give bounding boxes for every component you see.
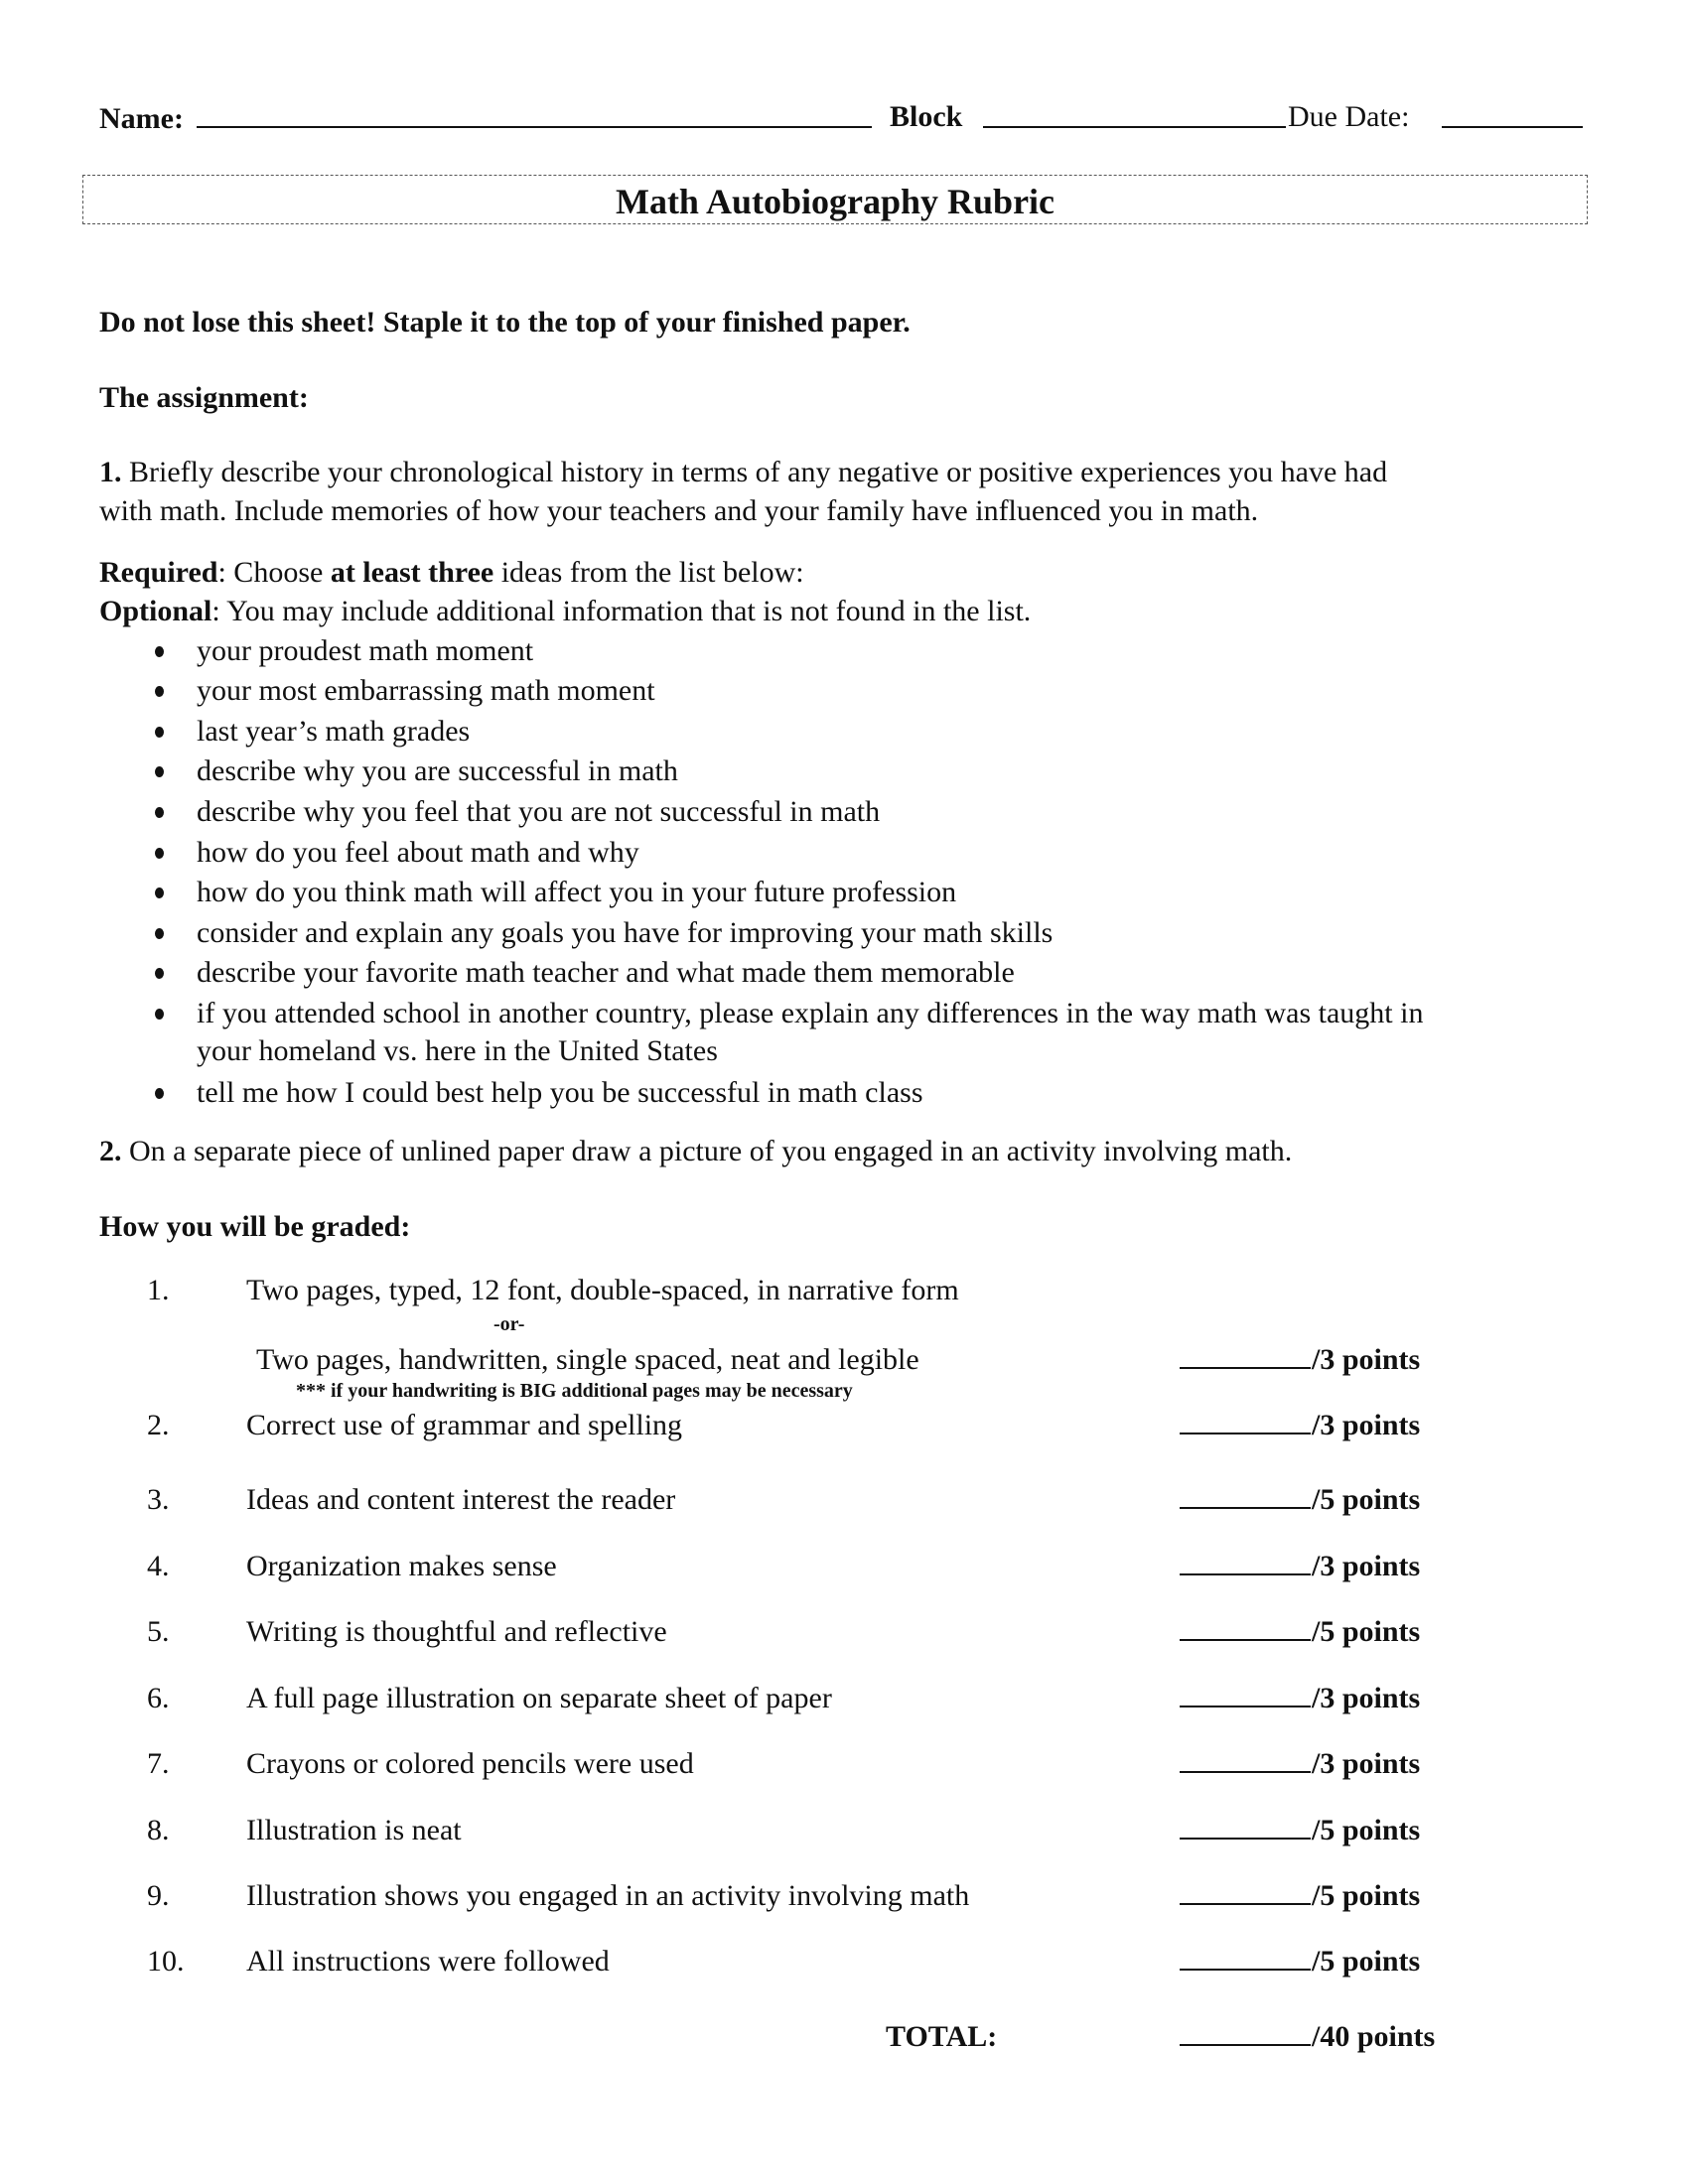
due-date-label: Due Date: — [1288, 100, 1410, 133]
header-line — [99, 102, 872, 134]
rubric-number: 5. — [147, 1615, 170, 1648]
notice-text: Do not lose this sheet! Staple it to the top of your finished paper. — [99, 306, 911, 339]
rubric-text: All instructions were followed — [246, 1945, 610, 1978]
rubric-points: /5 points — [1180, 1617, 1420, 1647]
bullet-icon — [155, 887, 164, 898]
bullet-icon — [155, 766, 164, 777]
list-item: consider and explain any goals you have for improving your math skills — [197, 916, 1054, 949]
rubric-number: 10. — [147, 1945, 185, 1978]
list-item: how do you think math will affect you in your future profession — [197, 876, 957, 908]
part2-number: 2. — [99, 1135, 122, 1167]
required-label: Required — [99, 556, 218, 589]
rubric-text: Organization makes sense — [246, 1550, 557, 1582]
block-label: Block — [890, 100, 963, 133]
rubric-points: /5 points — [1180, 1485, 1420, 1515]
bullet-icon — [155, 968, 164, 979]
rubric-points: /3 points — [1180, 1411, 1420, 1440]
rubric-text: Illustration shows you engaged in an activity involving math — [246, 1879, 970, 1912]
rubric-number: 8. — [147, 1814, 170, 1846]
optional-text: : You may include additional information that is not found in the list. — [211, 595, 1032, 627]
score-field[interactable] — [1180, 1552, 1311, 1575]
list-item: tell me how I could best help you be successful in math class — [197, 1076, 923, 1109]
score-field[interactable] — [1180, 1411, 1311, 1434]
rubric-points: /5 points — [1180, 1816, 1420, 1845]
total-label: TOTAL: — [886, 2020, 998, 2053]
rubric-number: 6. — [147, 1682, 170, 1714]
bullet-icon — [155, 848, 164, 859]
list-item: describe why you feel that you are not successful in math — [197, 795, 881, 828]
score-field[interactable] — [1180, 1816, 1311, 1840]
score-field[interactable] — [1180, 1947, 1311, 1971]
rubric-points: /3 points — [1180, 1552, 1420, 1581]
rubric-text: Illustration is neat — [246, 1814, 462, 1846]
rubric-number: 9. — [147, 1879, 170, 1912]
list-item: describe why you are successful in math — [197, 754, 678, 787]
required-line — [99, 558, 804, 588]
due-date-field[interactable] — [1442, 102, 1583, 128]
bullet-icon — [155, 807, 164, 818]
assignment-heading: The assignment: — [99, 381, 309, 414]
list-item: your proudest math moment — [197, 634, 534, 667]
rubric-number: 1. — [147, 1274, 170, 1306]
score-field[interactable] — [1180, 1345, 1311, 1369]
rubric-text: Two pages, typed, 12 font, double-spaced, in narrative form — [246, 1274, 959, 1306]
rubric-number: 2. — [147, 1409, 170, 1441]
list-item: last year’s math grades — [197, 715, 471, 748]
rubric-text: Crayons or colored pencils were used — [246, 1747, 694, 1780]
bullet-icon — [155, 1088, 164, 1099]
rubric-points: /3 points — [1180, 1684, 1420, 1713]
rubric-number: 4. — [147, 1550, 170, 1582]
optional-label: Optional — [99, 595, 212, 627]
required-text-a: : Choose — [217, 556, 331, 589]
score-field[interactable] — [1180, 1684, 1311, 1707]
score-field[interactable] — [1180, 1749, 1311, 1773]
rubric-points: /3 points — [1180, 1749, 1420, 1779]
part2-text: On a separate piece of unlined paper draw a picture of you engaged in an activity involving math. — [129, 1135, 1293, 1167]
bullet-icon — [155, 928, 164, 939]
block-field[interactable] — [983, 102, 1286, 128]
title-box — [82, 175, 1588, 224]
part1-number: 1. — [99, 456, 122, 488]
total-points: /40 points — [1180, 2022, 1435, 2052]
list-item: your most embarrassing math moment — [197, 674, 655, 707]
rubric-or: -or- — [493, 1313, 525, 1335]
rubric-text: Ideas and content interest the reader — [246, 1483, 676, 1516]
score-field[interactable] — [1180, 1485, 1311, 1509]
name-field[interactable] — [197, 102, 872, 128]
list-item: if you attended school in another country, please explain any differences in the way math was taught in — [197, 997, 1424, 1029]
rubric-number: 3. — [147, 1483, 170, 1516]
required-text-b: ideas from the list below: — [493, 556, 804, 589]
rubric-points: /5 points — [1180, 1947, 1420, 1977]
score-field[interactable] — [1180, 1617, 1311, 1641]
score-field[interactable] — [1180, 1881, 1311, 1905]
rubric-text: Writing is thoughtful and reflective — [246, 1615, 667, 1648]
part1-text-line2: with math. Include memories of how your teachers and your family have influenced you in math. — [99, 494, 1259, 527]
part1-line1 — [99, 458, 1387, 487]
page-title: Math Autobiography Rubric — [615, 182, 1055, 221]
bullet-icon — [155, 686, 164, 697]
part2-line — [99, 1137, 1292, 1166]
rubric-points: /3 points — [1180, 1345, 1420, 1375]
rubric-points: /5 points — [1180, 1881, 1420, 1911]
bullet-icon — [155, 727, 164, 738]
graded-heading: How you will be graded: — [99, 1210, 411, 1243]
list-item: describe your favorite math teacher and what made them memorable — [197, 956, 1015, 989]
name-label: Name: — [99, 102, 184, 135]
part1-text-line1: Briefly describe your chronological history in terms of any negative or positive experiences you have had — [129, 456, 1388, 488]
rubric-alt-text: Two pages, handwritten, single spaced, neat and legible — [256, 1343, 919, 1376]
optional-line — [99, 597, 1031, 626]
rubric-text: A full page illustration on separate sheet of paper — [246, 1682, 832, 1714]
rubric-text: Correct use of grammar and spelling — [246, 1409, 683, 1441]
required-emphasis: at least three — [330, 556, 494, 589]
list-item-continuation: your homeland vs. here in the United States — [197, 1034, 718, 1067]
list-item: how do you feel about math and why — [197, 836, 639, 869]
rubric-note: *** if your handwriting is BIG additional pages may be necessary — [296, 1380, 853, 1402]
bullet-icon — [155, 646, 164, 657]
total-score-field[interactable] — [1180, 2022, 1311, 2046]
bullet-icon — [155, 1009, 164, 1020]
rubric-number: 7. — [147, 1747, 170, 1780]
